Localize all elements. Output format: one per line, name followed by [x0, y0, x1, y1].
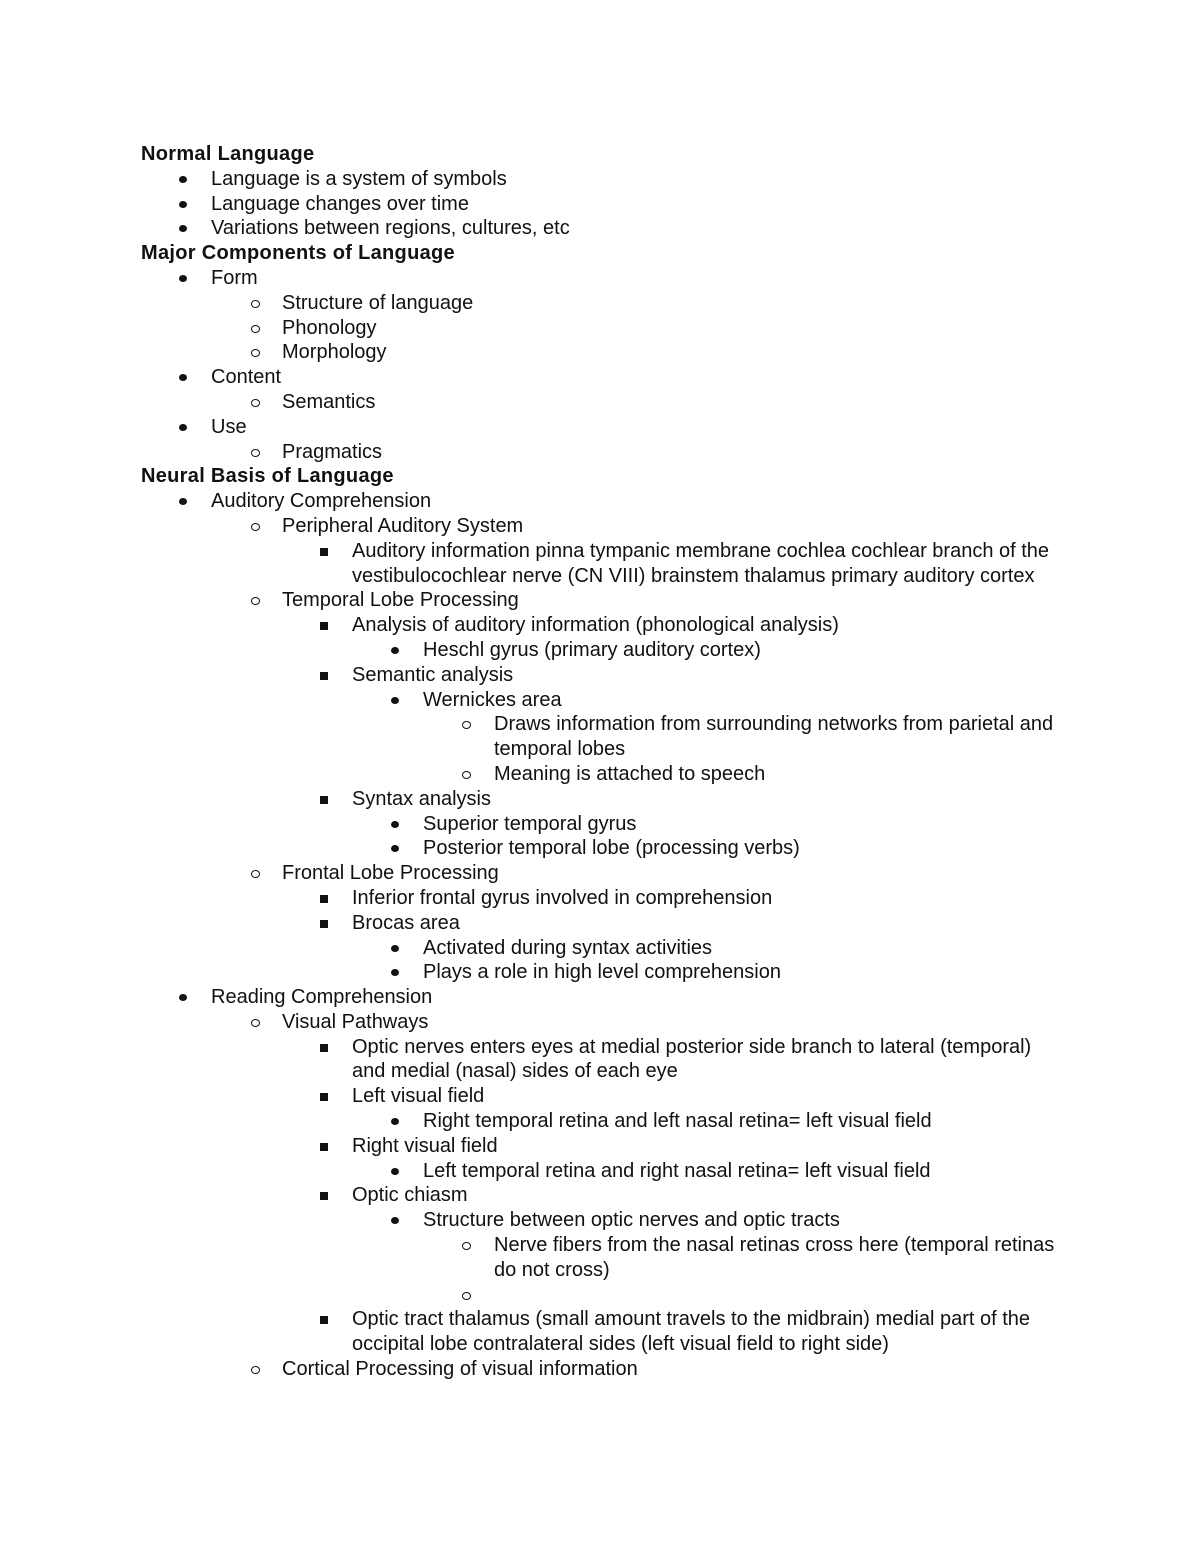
bullet-dot-icon [388, 638, 402, 663]
bullet-circle-icon [248, 861, 262, 886]
list-item: Auditory Comprehension [0, 489, 1200, 514]
list-item: Peripheral Auditory System [0, 514, 1200, 539]
bullet-circle-icon [248, 291, 262, 316]
list-item: Optic tract thalamus (small amount travels to the midbrain) medial part of the occipital lobe contralateral sides (left visual field to right side) [0, 1307, 1200, 1357]
bullet-circle-icon [248, 514, 262, 539]
list-item: Inferior frontal gyrus involved in comprehension [0, 886, 1200, 911]
list-item: Semantic analysis [0, 663, 1200, 688]
list-item: Form [0, 266, 1200, 291]
list-item: Left temporal retina and right nasal retina= left visual field [0, 1159, 1200, 1184]
bullet-circle-icon [459, 1283, 473, 1308]
list-item: Structure between optic nerves and optic tracts [0, 1208, 1200, 1233]
section-heading-normal-language: Normal Language [141, 143, 315, 165]
bullet-dot-icon [388, 836, 402, 861]
list-item: Heschl gyrus (primary auditory cortex) [0, 638, 1200, 663]
list-item: Left visual field [0, 1084, 1200, 1109]
bullet-dot-icon [388, 812, 402, 837]
list-item: Language changes over time [0, 192, 1200, 217]
bullet-square-icon [317, 1134, 331, 1159]
bullet-dot-icon [388, 1109, 402, 1134]
list-item: Nerve fibers from the nasal retinas cross here (temporal retinas do not cross) [0, 1233, 1200, 1283]
bullet-circle-icon [248, 588, 262, 613]
bullet-dot-icon [176, 365, 190, 390]
bullet-circle-icon [248, 1010, 262, 1035]
bullet-dot-icon [176, 489, 190, 514]
bullet-circle-icon [459, 712, 473, 737]
bullet-square-icon [317, 911, 331, 936]
bullet-dot-icon [388, 1159, 402, 1184]
list-item: Content [0, 365, 1200, 390]
bullet-square-icon [317, 1307, 331, 1332]
bullet-dot-icon [176, 167, 190, 192]
list-item: Draws information from surrounding networks from parietal and temporal lobes [0, 712, 1200, 762]
list-item: Brocas area [0, 911, 1200, 936]
bullet-circle-icon [248, 390, 262, 415]
bullet-dot-icon [176, 192, 190, 217]
bullet-square-icon [317, 663, 331, 688]
list-item: Superior temporal gyrus [0, 812, 1200, 837]
bullet-square-icon [317, 539, 331, 564]
list-item: Reading Comprehension [0, 985, 1200, 1010]
bullet-square-icon [317, 613, 331, 638]
list-item: Syntax analysis [0, 787, 1200, 812]
bullet-dot-icon [388, 936, 402, 961]
section-heading-neural-basis: Neural Basis of Language [141, 465, 394, 488]
list-item: Phonology [0, 316, 1200, 341]
list-item: Auditory information pinna tympanic membrane cochlea cochlear branch of the vestibulocochlear nerve (CN VIII) brainstem thalamus primary auditory cortex [0, 539, 1200, 589]
list-item: Activated during syntax activities [0, 936, 1200, 961]
bullet-circle-icon [459, 762, 473, 787]
list-item: Visual Pathways [0, 1010, 1200, 1035]
bullet-circle-icon [459, 1233, 473, 1258]
bullet-square-icon [317, 886, 331, 911]
bullet-dot-icon [176, 266, 190, 291]
list-item: Right visual field [0, 1134, 1200, 1159]
list-item: Cortical Processing of visual information [0, 1357, 1200, 1382]
list-item: Semantics [0, 390, 1200, 415]
list-item: Language is a system of symbols [0, 167, 1200, 192]
list-item: Variations between regions, cultures, etc [0, 216, 1200, 241]
bullet-circle-icon [248, 340, 262, 365]
notes-document [0, 142, 1200, 1382]
bullet-square-icon [317, 1035, 331, 1060]
list-item: Analysis of auditory information (phonological analysis) [0, 613, 1200, 638]
list-item: Optic nerves enters eyes at medial posterior side branch to lateral (temporal) and medial (nasal) sides of each eye [0, 1035, 1200, 1085]
bullet-square-icon [317, 1084, 331, 1109]
list-item: Morphology [0, 340, 1200, 365]
list-item: Optic chiasm [0, 1183, 1200, 1208]
list-item: Structure of language [0, 291, 1200, 316]
bullet-dot-icon [388, 1208, 402, 1233]
bullet-dot-icon [176, 415, 190, 440]
list-item: Temporal Lobe Processing [0, 588, 1200, 613]
bullet-square-icon [317, 787, 331, 812]
list-item: Use [0, 415, 1200, 440]
list-item: Right temporal retina and left nasal retina= left visual field [0, 1109, 1200, 1134]
list-item: Wernickes area [0, 688, 1200, 713]
bullet-circle-icon [248, 1357, 262, 1382]
bullet-circle-icon [248, 316, 262, 341]
list-item: Frontal Lobe Processing [0, 861, 1200, 886]
bullet-circle-icon [248, 440, 262, 465]
list-item: Pragmatics [0, 440, 1200, 465]
list-item: Posterior temporal lobe (processing verbs) [0, 836, 1200, 861]
bullet-dot-icon [176, 985, 190, 1010]
list-item: Plays a role in high level comprehension [0, 960, 1200, 985]
bullet-dot-icon [176, 216, 190, 241]
bullet-dot-icon [388, 688, 402, 713]
list-item: Meaning is attached to speech [0, 762, 1200, 787]
bullet-dot-icon [388, 960, 402, 985]
bullet-square-icon [317, 1183, 331, 1208]
list-item-empty [0, 1283, 1200, 1308]
section-heading-major-components: Major Components of Language [141, 242, 455, 265]
